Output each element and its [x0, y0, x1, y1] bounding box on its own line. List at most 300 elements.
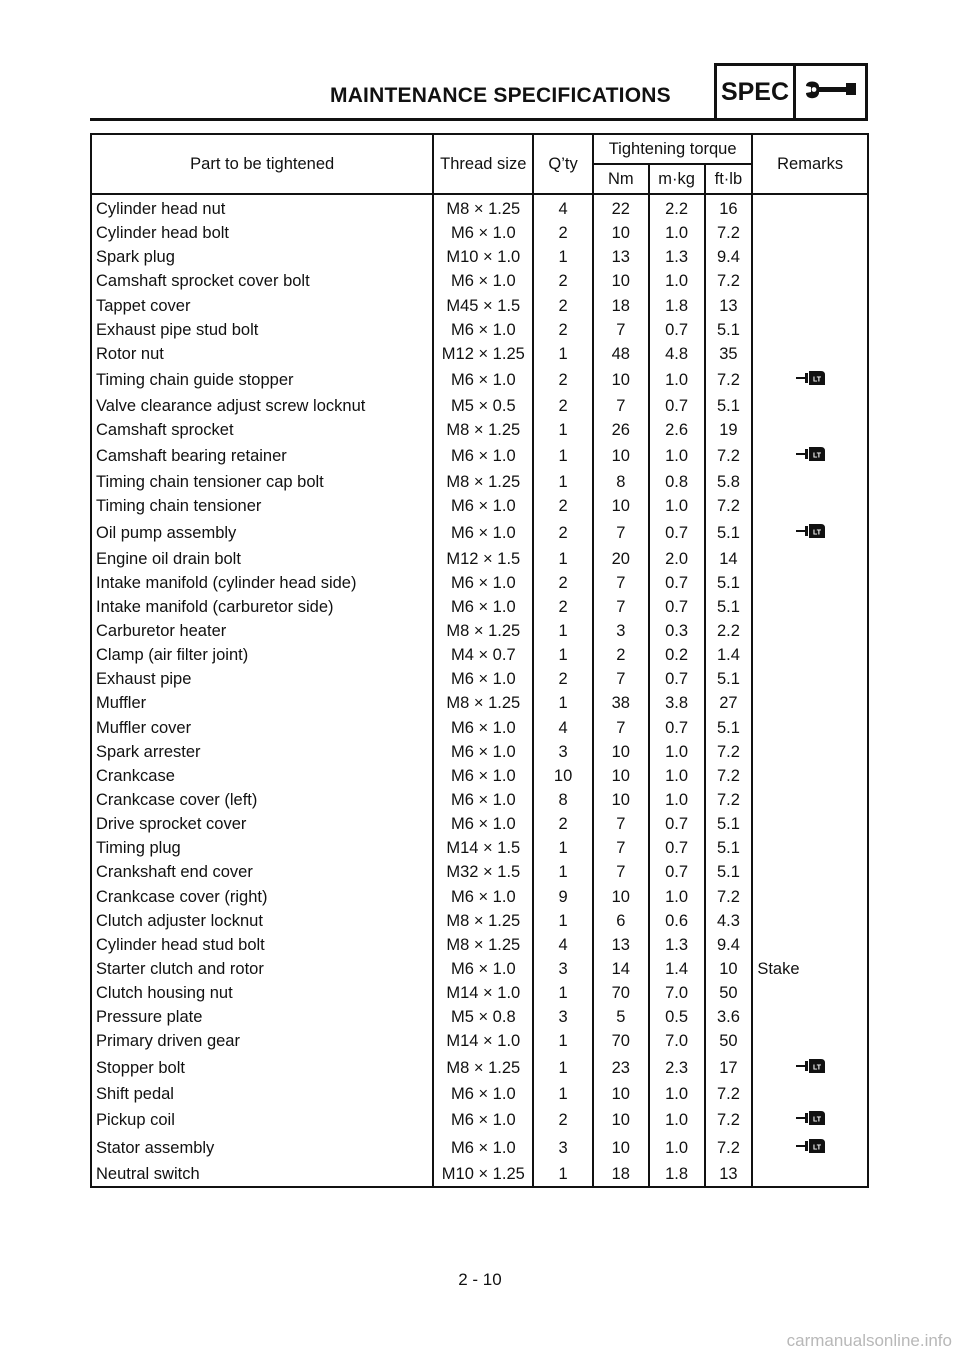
thread-size-cell: M6 × 1.0 — [433, 812, 533, 836]
torque-nm-cell: 22 — [593, 194, 649, 221]
torque-nm-cell: 10 — [593, 366, 649, 394]
remarks-cell — [752, 1082, 868, 1106]
table-row — [91, 318, 868, 342]
torque-nm-cell: 13 — [593, 245, 649, 269]
part-cell: Tappet cover — [91, 294, 433, 318]
remarks-cell — [752, 194, 868, 221]
torque-mkg-cell: 1.0 — [649, 764, 705, 788]
torque-mkg-cell: 1.3 — [649, 245, 705, 269]
torque-nm-cell: 10 — [593, 885, 649, 909]
torque-mkg-cell: 3.8 — [649, 691, 705, 715]
remarks-cell — [752, 909, 868, 933]
torque-nm-cell: 48 — [593, 342, 649, 366]
torque-mkg-cell: 7.0 — [649, 1029, 705, 1053]
torque-mkg-cell: 2.3 — [649, 1054, 705, 1082]
part-cell: Timing chain tensioner — [91, 494, 433, 518]
torque-ftlb-cell: 5.1 — [705, 667, 753, 691]
thread-size-cell: M6 × 1.0 — [433, 318, 533, 342]
torque-mkg-cell: 0.7 — [649, 667, 705, 691]
page-title: MAINTENANCE SPECIFICATIONS — [330, 84, 671, 107]
torque-mkg-cell: 1.4 — [649, 957, 705, 981]
remarks-cell — [752, 571, 868, 595]
thread-size-cell: M6 × 1.0 — [433, 595, 533, 619]
header-thread-size: Thread size — [433, 134, 533, 194]
locktite-icon — [795, 1109, 867, 1134]
qty-cell: 2 — [533, 366, 593, 394]
remarks-cell — [752, 667, 868, 691]
thread-size-cell: M6 × 1.0 — [433, 1134, 533, 1162]
torque-ftlb-cell: 7.2 — [705, 269, 753, 293]
part-cell: Pickup coil — [91, 1106, 433, 1134]
torque-mkg-cell: 1.0 — [649, 494, 705, 518]
qty-cell: 1 — [533, 691, 593, 715]
page-number: 2 - 10 — [458, 1270, 502, 1289]
qty-cell: 1 — [533, 547, 593, 571]
qty-cell: 8 — [533, 788, 593, 812]
thread-size-cell: M6 × 1.0 — [433, 442, 533, 470]
torque-ftlb-cell: 7.2 — [705, 885, 753, 909]
torque-ftlb-cell: 17 — [705, 1054, 753, 1082]
part-cell: Camshaft sprocket — [91, 418, 433, 442]
thread-size-cell: M4 × 0.7 — [433, 643, 533, 667]
table-body — [91, 194, 868, 1187]
table-row — [91, 788, 868, 812]
torque-mkg-cell: 0.2 — [649, 643, 705, 667]
torque-mkg-cell: 0.7 — [649, 716, 705, 740]
lt-icon-label: LT — [813, 1064, 822, 1071]
table-row — [91, 1106, 868, 1134]
thread-size-cell: M8 × 1.25 — [433, 933, 533, 957]
qty-cell: 2 — [533, 1106, 593, 1134]
thread-size-cell: M8 × 1.25 — [433, 691, 533, 715]
table-row — [91, 933, 868, 957]
torque-nm-cell: 10 — [593, 764, 649, 788]
torque-ftlb-cell: 5.1 — [705, 394, 753, 418]
thread-size-cell: M12 × 1.25 — [433, 342, 533, 366]
remarks-cell — [752, 885, 868, 909]
torque-ftlb-cell: 5.1 — [705, 836, 753, 860]
locktite-icon — [795, 522, 867, 547]
torque-nm-cell: 8 — [593, 470, 649, 494]
table-row — [91, 667, 868, 691]
qty-cell: 1 — [533, 836, 593, 860]
part-cell: Muffler — [91, 691, 433, 715]
torque-ftlb-cell: 7.2 — [705, 366, 753, 394]
table-row — [91, 294, 868, 318]
part-cell: Exhaust pipe — [91, 667, 433, 691]
torque-mkg-cell: 1.3 — [649, 933, 705, 957]
thread-size-cell: M5 × 0.8 — [433, 1005, 533, 1029]
torque-mkg-cell: 7.0 — [649, 981, 705, 1005]
thread-size-cell: M6 × 1.0 — [433, 957, 533, 981]
table-row — [91, 194, 868, 221]
torque-nm-cell: 7 — [593, 394, 649, 418]
remarks-cell — [752, 643, 868, 667]
torque-nm-cell: 7 — [593, 860, 649, 884]
torque-nm-cell: 38 — [593, 691, 649, 715]
torque-ftlb-cell: 7.2 — [705, 442, 753, 470]
table-row — [91, 909, 868, 933]
table-row — [91, 619, 868, 643]
table-row — [91, 418, 868, 442]
qty-cell: 1 — [533, 470, 593, 494]
torque-mkg-cell: 0.8 — [649, 470, 705, 494]
thread-size-cell: M6 × 1.0 — [433, 1082, 533, 1106]
part-cell: Drive sprocket cover — [91, 812, 433, 836]
qty-cell: 1 — [533, 245, 593, 269]
torque-mkg-cell: 0.5 — [649, 1005, 705, 1029]
part-cell: Muffler cover — [91, 716, 433, 740]
torque-ftlb-cell: 10 — [705, 957, 753, 981]
header-rule — [90, 118, 714, 121]
remarks-cell — [752, 1106, 868, 1134]
locktite-icon — [795, 1137, 867, 1162]
torque-mkg-cell: 0.3 — [649, 619, 705, 643]
remarks-cell — [752, 221, 868, 245]
torque-nm-cell: 6 — [593, 909, 649, 933]
part-cell: Pressure plate — [91, 1005, 433, 1029]
qty-cell: 9 — [533, 885, 593, 909]
torque-mkg-cell: 1.0 — [649, 1082, 705, 1106]
torque-ftlb-cell: 5.1 — [705, 571, 753, 595]
table-row — [91, 342, 868, 366]
torque-ftlb-cell: 14 — [705, 547, 753, 571]
table-row — [91, 571, 868, 595]
thread-size-cell: M6 × 1.0 — [433, 269, 533, 293]
qty-cell: 2 — [533, 812, 593, 836]
table-row — [91, 1005, 868, 1029]
qty-cell: 4 — [533, 194, 593, 221]
table-row — [91, 595, 868, 619]
torque-mkg-cell: 1.0 — [649, 1134, 705, 1162]
torque-nm-cell: 7 — [593, 519, 649, 547]
part-cell: Primary driven gear — [91, 1029, 433, 1053]
part-cell: Crankshaft end cover — [91, 860, 433, 884]
torque-ftlb-cell: 5.1 — [705, 716, 753, 740]
table-row — [91, 442, 868, 470]
qty-cell: 1 — [533, 418, 593, 442]
torque-nm-cell: 7 — [593, 836, 649, 860]
header-ftlb: ft·lb — [705, 164, 753, 194]
table-row — [91, 643, 868, 667]
table-row — [91, 981, 868, 1005]
table-row — [91, 860, 868, 884]
remarks-cell — [752, 1005, 868, 1029]
torque-mkg-cell: 0.7 — [649, 860, 705, 884]
table-row — [91, 764, 868, 788]
table-row — [91, 494, 868, 518]
thread-size-cell: M6 × 1.0 — [433, 571, 533, 595]
thread-size-cell: M8 × 1.25 — [433, 619, 533, 643]
torque-nm-cell: 7 — [593, 318, 649, 342]
remarks-cell — [752, 1029, 868, 1053]
locktite-icon — [795, 1057, 867, 1082]
remarks-cell — [752, 716, 868, 740]
torque-mkg-cell: 2.6 — [649, 418, 705, 442]
torque-ftlb-cell: 19 — [705, 418, 753, 442]
remarks-cell — [752, 245, 868, 269]
remarks-cell — [752, 318, 868, 342]
locktite-icon — [795, 369, 867, 394]
thread-size-cell: M14 × 1.5 — [433, 836, 533, 860]
table-row — [91, 885, 868, 909]
torque-ftlb-cell: 7.2 — [705, 764, 753, 788]
table-row — [91, 1029, 868, 1053]
part-cell: Clutch adjuster locknut — [91, 909, 433, 933]
torque-mkg-cell: 0.7 — [649, 394, 705, 418]
torque-ftlb-cell: 13 — [705, 1162, 753, 1187]
part-cell: Crankcase cover (left) — [91, 788, 433, 812]
torque-spec-table — [90, 133, 869, 1188]
torque-mkg-cell: 1.0 — [649, 269, 705, 293]
part-cell: Timing chain tensioner cap bolt — [91, 470, 433, 494]
table-row — [91, 470, 868, 494]
remarks-cell — [752, 595, 868, 619]
table-row — [91, 836, 868, 860]
qty-cell: 10 — [533, 764, 593, 788]
qty-cell: 2 — [533, 519, 593, 547]
torque-ftlb-cell: 7.2 — [705, 494, 753, 518]
remarks-cell — [752, 981, 868, 1005]
torque-ftlb-cell: 27 — [705, 691, 753, 715]
part-cell: Clutch housing nut — [91, 981, 433, 1005]
part-cell: Spark plug — [91, 245, 433, 269]
torque-mkg-cell: 2.0 — [649, 547, 705, 571]
table-row — [91, 366, 868, 394]
torque-ftlb-cell: 13 — [705, 294, 753, 318]
torque-ftlb-cell: 3.6 — [705, 1005, 753, 1029]
table-row — [91, 221, 868, 245]
qty-cell: 1 — [533, 643, 593, 667]
torque-ftlb-cell: 5.1 — [705, 595, 753, 619]
torque-nm-cell: 10 — [593, 269, 649, 293]
torque-nm-cell: 7 — [593, 595, 649, 619]
qty-cell: 1 — [533, 1029, 593, 1053]
qty-cell: 2 — [533, 318, 593, 342]
qty-cell: 2 — [533, 595, 593, 619]
remarks-cell — [752, 519, 868, 547]
torque-nm-cell: 5 — [593, 1005, 649, 1029]
lt-icon-label: LT — [813, 452, 822, 460]
header-nm: Nm — [593, 164, 649, 194]
part-cell: Intake manifold (cylinder head side) — [91, 571, 433, 595]
part-cell: Carburetor heater — [91, 619, 433, 643]
thread-size-cell: M14 × 1.0 — [433, 1029, 533, 1053]
part-cell: Crankcase — [91, 764, 433, 788]
torque-mkg-cell: 1.0 — [649, 788, 705, 812]
thread-size-cell: M6 × 1.0 — [433, 1106, 533, 1134]
torque-ftlb-cell: 5.1 — [705, 519, 753, 547]
qty-cell: 3 — [533, 1005, 593, 1029]
part-cell: Starter clutch and rotor — [91, 957, 433, 981]
thread-size-cell: M12 × 1.5 — [433, 547, 533, 571]
part-cell: Shift pedal — [91, 1082, 433, 1106]
thread-size-cell: M8 × 1.25 — [433, 1054, 533, 1082]
header-remarks: Remarks — [752, 134, 868, 194]
part-cell: Engine oil drain bolt — [91, 547, 433, 571]
torque-nm-cell: 10 — [593, 1106, 649, 1134]
torque-ftlb-cell: 5.1 — [705, 318, 753, 342]
lt-icon-label: LT — [813, 529, 822, 537]
part-cell: Stator assembly — [91, 1134, 433, 1162]
table-row — [91, 1082, 868, 1106]
remarks-cell — [752, 1054, 868, 1082]
torque-nm-cell: 18 — [593, 1162, 649, 1187]
part-cell: Valve clearance adjust screw locknut — [91, 394, 433, 418]
table-row — [91, 812, 868, 836]
table-row — [91, 269, 868, 293]
table-row — [91, 1134, 868, 1162]
torque-nm-cell: 10 — [593, 1134, 649, 1162]
torque-mkg-cell: 1.0 — [649, 366, 705, 394]
torque-mkg-cell: 0.7 — [649, 595, 705, 619]
torque-mkg-cell: 1.0 — [649, 885, 705, 909]
thread-size-cell: M8 × 1.25 — [433, 470, 533, 494]
qty-cell: 1 — [533, 342, 593, 366]
torque-mkg-cell: 0.7 — [649, 571, 705, 595]
qty-cell: 3 — [533, 1134, 593, 1162]
remarks-cell — [752, 691, 868, 715]
qty-cell: 1 — [533, 860, 593, 884]
header-mkg: m·kg — [649, 164, 705, 194]
torque-nm-cell: 14 — [593, 957, 649, 981]
part-cell: Timing chain guide stopper — [91, 366, 433, 394]
part-cell: Crankcase cover (right) — [91, 885, 433, 909]
thread-size-cell: M6 × 1.0 — [433, 366, 533, 394]
thread-size-cell: M6 × 1.0 — [433, 716, 533, 740]
remarks-cell — [752, 494, 868, 518]
torque-ftlb-cell: 50 — [705, 981, 753, 1005]
torque-nm-cell: 26 — [593, 418, 649, 442]
table-row — [91, 691, 868, 715]
qty-cell: 1 — [533, 1162, 593, 1187]
thread-size-cell: M6 × 1.0 — [433, 885, 533, 909]
torque-nm-cell: 7 — [593, 571, 649, 595]
torque-mkg-cell: 0.7 — [649, 519, 705, 547]
torque-ftlb-cell: 7.2 — [705, 1082, 753, 1106]
torque-nm-cell: 10 — [593, 442, 649, 470]
qty-cell: 4 — [533, 716, 593, 740]
part-cell: Camshaft bearing retainer — [91, 442, 433, 470]
torque-mkg-cell: 1.0 — [649, 740, 705, 764]
remarks-cell — [752, 933, 868, 957]
torque-mkg-cell: 1.0 — [649, 1106, 705, 1134]
remarks-cell — [752, 740, 868, 764]
thread-size-cell: M5 × 0.5 — [433, 394, 533, 418]
torque-nm-cell: 10 — [593, 221, 649, 245]
wrench-icon — [796, 66, 865, 118]
thread-size-cell: M8 × 1.25 — [433, 909, 533, 933]
part-cell: Stopper bolt — [91, 1054, 433, 1082]
thread-size-cell: M45 × 1.5 — [433, 294, 533, 318]
remarks-cell — [752, 547, 868, 571]
torque-ftlb-cell: 7.2 — [705, 221, 753, 245]
qty-cell: 2 — [533, 221, 593, 245]
torque-ftlb-cell: 7.2 — [705, 1106, 753, 1134]
thread-size-cell: M8 × 1.25 — [433, 418, 533, 442]
spec-label: SPEC — [717, 66, 796, 118]
torque-mkg-cell: 4.8 — [649, 342, 705, 366]
torque-ftlb-cell: 35 — [705, 342, 753, 366]
torque-nm-cell: 10 — [593, 740, 649, 764]
torque-ftlb-cell: 9.4 — [705, 933, 753, 957]
remarks-cell — [752, 394, 868, 418]
qty-cell: 2 — [533, 294, 593, 318]
thread-size-cell: M8 × 1.25 — [433, 194, 533, 221]
torque-nm-cell: 10 — [593, 1082, 649, 1106]
table-row — [91, 394, 868, 418]
remarks-cell — [752, 619, 868, 643]
table-row — [91, 519, 868, 547]
qty-cell: 3 — [533, 957, 593, 981]
lt-icon-label: LT — [813, 1116, 822, 1124]
qty-cell: 2 — [533, 269, 593, 293]
table-row — [91, 957, 868, 981]
torque-nm-cell: 23 — [593, 1054, 649, 1082]
thread-size-cell: M6 × 1.0 — [433, 667, 533, 691]
torque-mkg-cell: 0.7 — [649, 812, 705, 836]
torque-nm-cell: 13 — [593, 933, 649, 957]
remarks-cell — [752, 442, 868, 470]
torque-nm-cell: 10 — [593, 494, 649, 518]
locktite-icon — [795, 445, 867, 470]
torque-nm-cell: 70 — [593, 1029, 649, 1053]
thread-size-cell: M6 × 1.0 — [433, 788, 533, 812]
watermark: carmanualsonline.info — [786, 1331, 952, 1350]
table-row — [91, 547, 868, 571]
qty-cell: 1 — [533, 1082, 593, 1106]
remarks-cell — [752, 366, 868, 394]
torque-nm-cell: 3 — [593, 619, 649, 643]
qty-cell: 1 — [533, 981, 593, 1005]
torque-mkg-cell: 1.0 — [649, 442, 705, 470]
thread-size-cell: M6 × 1.0 — [433, 519, 533, 547]
torque-mkg-cell: 1.8 — [649, 294, 705, 318]
remarks-cell — [752, 1134, 868, 1162]
part-cell: Cylinder head bolt — [91, 221, 433, 245]
remarks-cell — [752, 812, 868, 836]
part-cell: Neutral switch — [91, 1162, 433, 1187]
torque-nm-cell: 7 — [593, 716, 649, 740]
remarks-cell — [752, 418, 868, 442]
torque-mkg-cell: 1.8 — [649, 1162, 705, 1187]
torque-ftlb-cell: 7.2 — [705, 740, 753, 764]
thread-size-cell: M10 × 1.0 — [433, 245, 533, 269]
qty-cell: 2 — [533, 394, 593, 418]
table-row — [91, 245, 868, 269]
table-row — [91, 1162, 868, 1187]
thread-size-cell: M6 × 1.0 — [433, 740, 533, 764]
qty-cell: 1 — [533, 442, 593, 470]
torque-ftlb-cell: 50 — [705, 1029, 753, 1053]
torque-ftlb-cell: 4.3 — [705, 909, 753, 933]
part-cell: Cylinder head nut — [91, 194, 433, 221]
torque-ftlb-cell: 5.1 — [705, 812, 753, 836]
torque-mkg-cell: 0.7 — [649, 318, 705, 342]
remarks-cell: Stake — [752, 957, 868, 981]
remarks-cell — [752, 294, 868, 318]
torque-nm-cell: 20 — [593, 547, 649, 571]
torque-ftlb-cell: 7.2 — [705, 1134, 753, 1162]
remarks-cell — [752, 764, 868, 788]
thread-size-cell: M32 × 1.5 — [433, 860, 533, 884]
part-cell: Intake manifold (carburetor side) — [91, 595, 433, 619]
part-cell: Spark arrester — [91, 740, 433, 764]
part-cell: Oil pump assembly — [91, 519, 433, 547]
header-tightening-torque: Tightening torque — [593, 134, 752, 164]
part-cell: Rotor nut — [91, 342, 433, 366]
remarks-cell — [752, 836, 868, 860]
